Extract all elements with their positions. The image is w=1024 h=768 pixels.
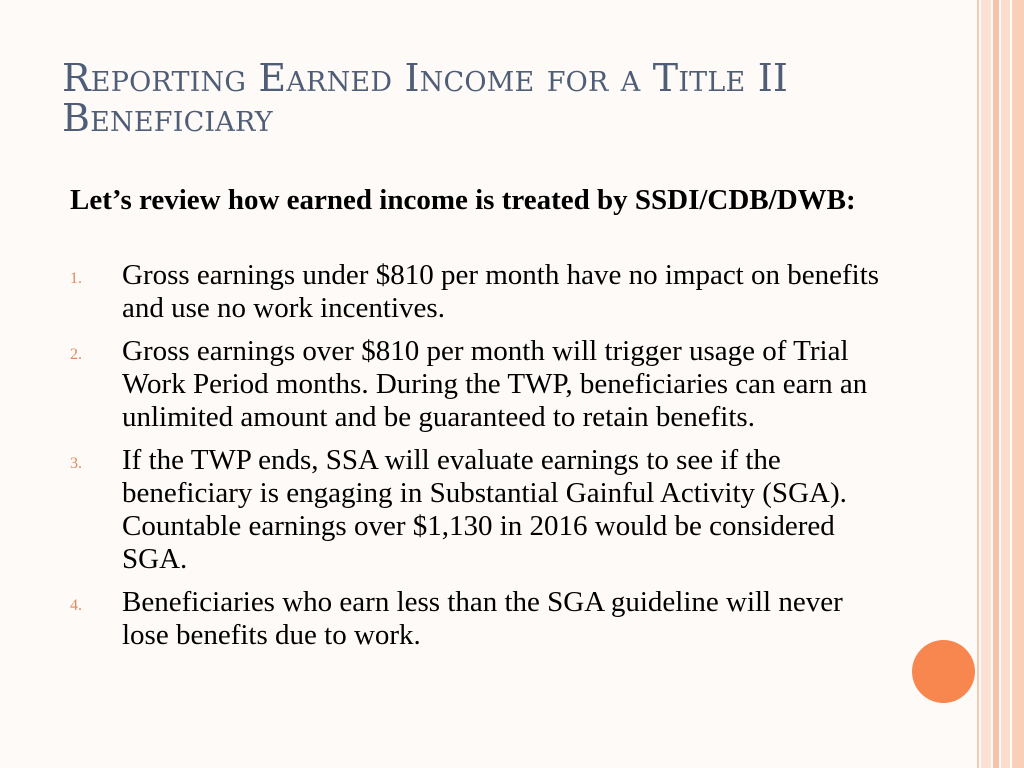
list-item-text: Gross earnings under $810 per month have no impact on benefits and use no work incentives. xyxy=(122,259,880,324)
decorative-stripe xyxy=(1012,0,1024,768)
decorative-stripe xyxy=(977,0,979,768)
accent-circle-icon xyxy=(912,640,975,703)
list-number: 1. xyxy=(70,270,82,287)
intro-text: Let’s review how earned income is treated by SSDI/CDB/DWB: xyxy=(70,184,856,216)
list-number: 2. xyxy=(70,346,82,363)
decorative-stripe xyxy=(1001,0,1010,768)
list-item xyxy=(70,444,890,576)
numbered-list xyxy=(70,259,890,662)
list-item xyxy=(70,259,890,325)
decorative-stripe xyxy=(981,0,991,768)
list-item-text: If the TWP ends, SSA will evaluate earnings to see if the beneficiary is engaging in Substantial Gainful Activity (SGA). Countable earnings over $1,130 in 2016 would be considered SGA. xyxy=(122,444,847,575)
list-number: 4. xyxy=(70,597,82,614)
list-item xyxy=(70,335,890,434)
list-item xyxy=(70,586,890,652)
list-item-text: Beneficiaries who earn less than the SGA guideline will never lose benefits due to work. xyxy=(122,586,843,651)
list-number: 3. xyxy=(70,455,82,472)
list-item-text: Gross earnings over $810 per month will trigger usage of Trial Work Period months. During the TWP, beneficiaries can earn an unlimited amount and be guaranteed to retain benefits. xyxy=(122,335,868,433)
slide-title: Reporting Earned Income for a Title II Beneficiary xyxy=(62,56,789,140)
decorative-stripe xyxy=(993,0,999,768)
